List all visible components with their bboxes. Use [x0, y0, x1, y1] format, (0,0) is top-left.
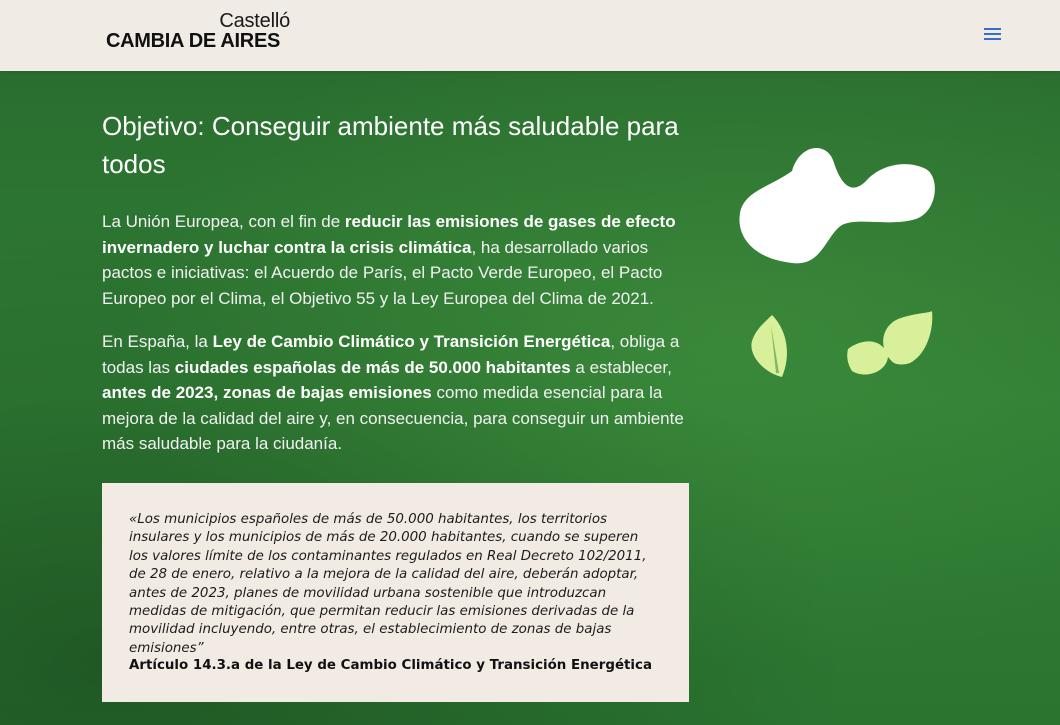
site-header: [0, 0, 1060, 71]
cloud-icon: [739, 148, 934, 263]
logo-city-text: Castelló: [219, 10, 290, 32]
intro-paragraph: [102, 209, 692, 311]
text-span: La Unión Europea, con el fin de: [102, 212, 345, 231]
text-span: a establecer,: [570, 357, 672, 377]
bold-span: ciudades españolas de más de 50.000 habitantes: [174, 357, 571, 377]
hamburger-menu-icon[interactable]: [982, 25, 1004, 43]
page-title: Objetivo: Conseguir ambiente más saludable para todos: [102, 111, 679, 179]
cloud-leaves-illustration: [730, 141, 940, 381]
quote-text: «Los municipios españoles de más de 50.000 habitantes, los territorios insulares y los municipios de más de 20.000 habitantes, cuando se superen los valores límite de los contaminantes regulados en Real Decreto 102/2011, de 28 de enero, relativo a la mejora de la calidad del aire, deberán adoptar, antes de 2023, planes de movilidad urbana sostenible que introduzcan medidas de mitigación, que permitan reducir las emisiones derivadas de la movilidad incluyendo, entre otras, el establecimiento de zonas de bajas emisiones”: [129, 512, 647, 656]
bold-span: Ley de Cambio Climático y Transición Energética: [212, 332, 611, 351]
menu-line: [984, 28, 1001, 30]
bold-span: antes de 2023, zonas de bajas emisiones: [102, 383, 432, 402]
double-leaf-icon: [847, 311, 932, 375]
text-span: En España, la: [102, 332, 213, 351]
logo-brand-text: CAMBIA DE AIRES: [106, 30, 281, 52]
law-paragraph: [102, 329, 692, 457]
main-section: [0, 71, 1060, 725]
text-span: como medida esencial para la mejora de la calidad del aire y, en consecuencia, para conseguir un ambiente más saludable para la ciudanía.: [102, 383, 684, 453]
menu-line: [984, 33, 1001, 35]
bold-span: reducir las emisiones de gases de efecto invernadero y luchar contra la crisis climática: [102, 212, 676, 257]
menu-line: [984, 38, 1001, 40]
site-logo[interactable]: [106, 10, 296, 54]
text-span: , ha desarrollado varios pactos e iniciativas: el Acuerdo de París, el Pacto Verde Europeo, el Pacto Europeo por el Clima, el Objetivo 55 y la Ley Europea del Clima de 2021.: [102, 237, 663, 308]
text-span: , obliga a todas las: [102, 332, 680, 377]
quote-box: [102, 483, 689, 702]
quote-source: Artículo 14.3.a de la Ley de Cambio Climático y Transición Energética: [129, 658, 652, 673]
leaf-icon: [751, 315, 787, 377]
